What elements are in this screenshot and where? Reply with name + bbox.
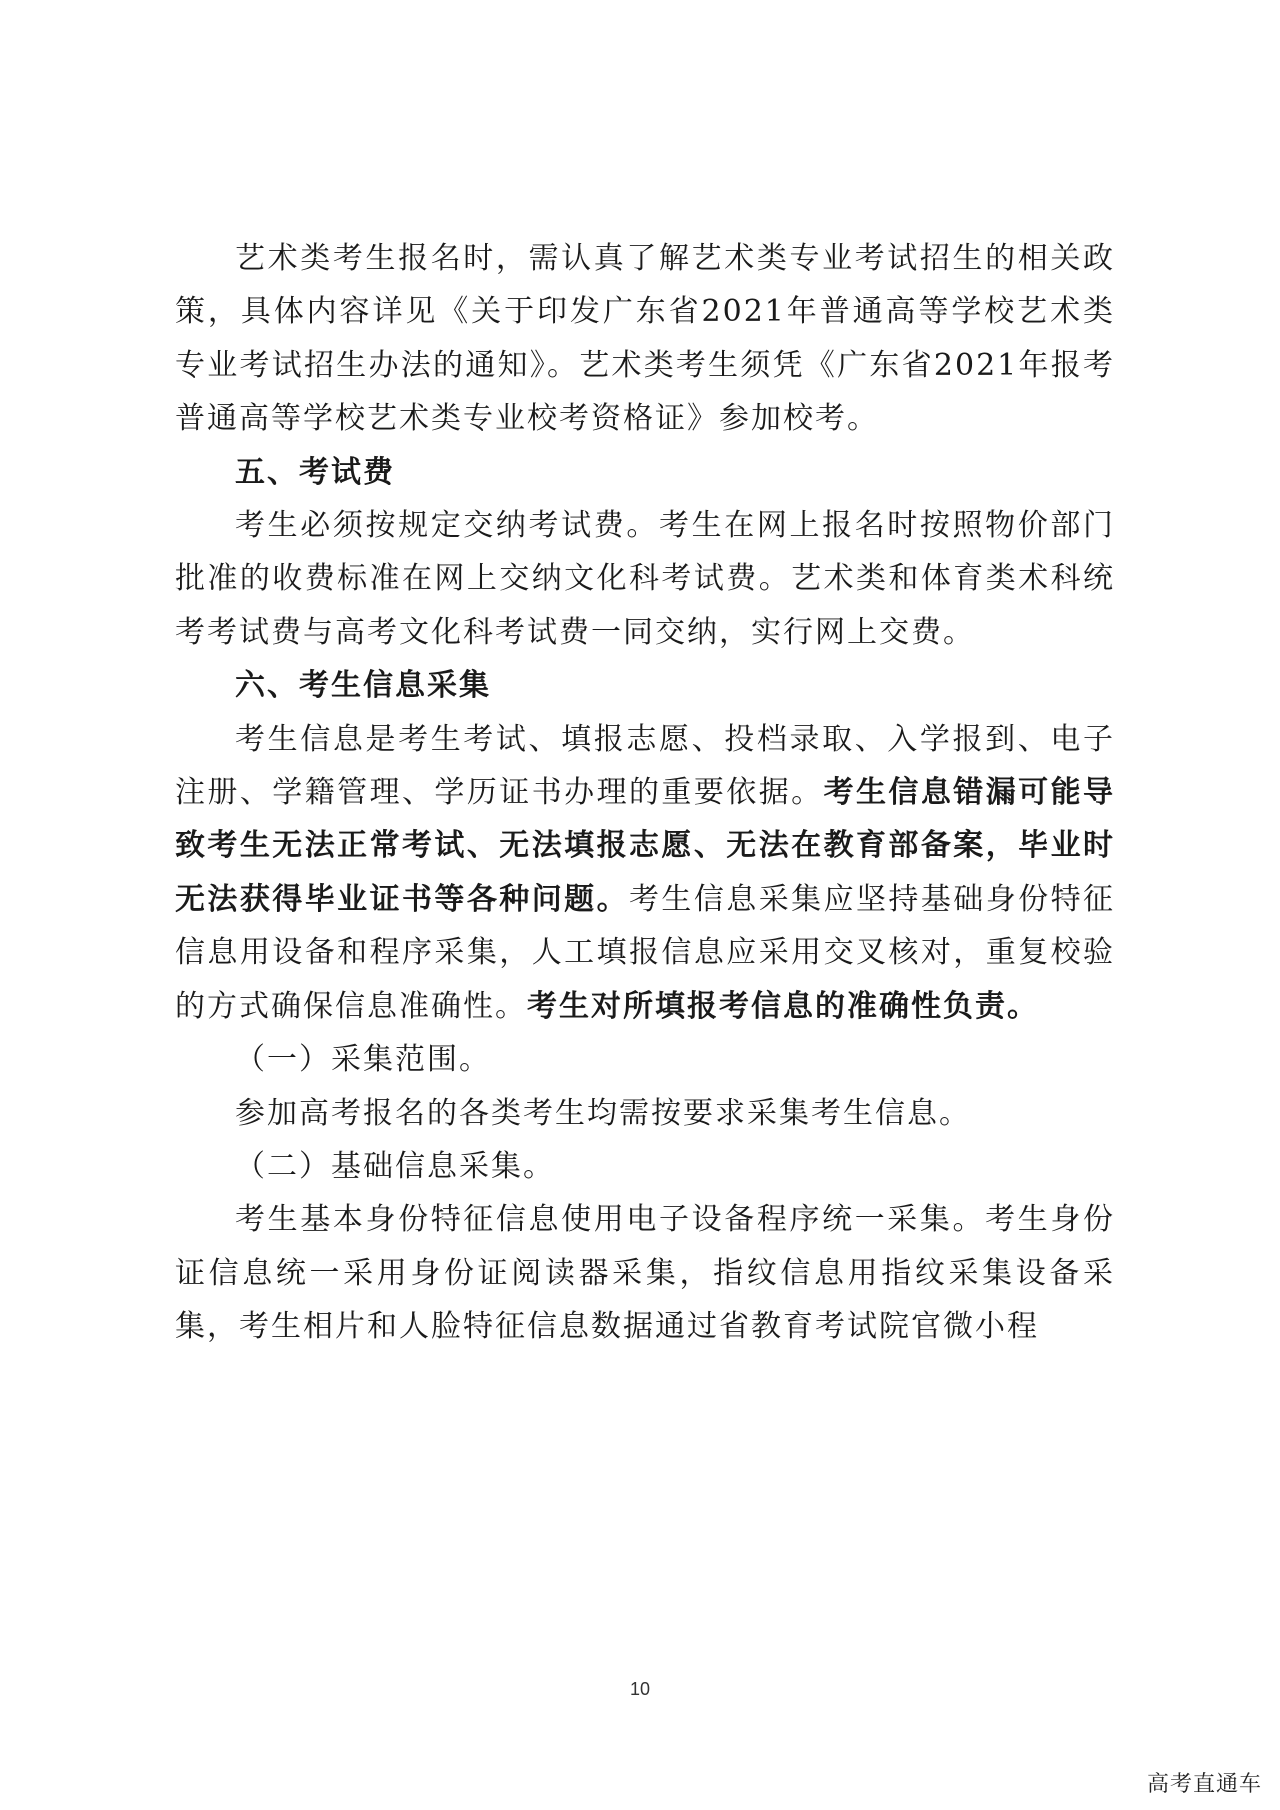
info-collection-method: 考生信息采集应坚持基础身份特征信息用设备和程序采集，人工填报信息应采用交叉核对，重复校验的方式确保信息准确性。	[175, 881, 1115, 1024]
paragraph-exam-fee: 考生必须按规定交纳考试费。考生在网上报名时按照物价部门批准的收费标准在网上交纳文化科考试费。艺术类和体育类术科统考考试费与高考文化科考试费一同交纳，实行网上交费。	[175, 508, 1115, 650]
watermark-logo: 高考直通车	[1146, 1772, 1262, 1797]
info-importance-text: 考生信息是考生考试、填报志愿、投档录取、入学报到、电子注册、学籍管理、学历证书办理的重要依据。	[175, 721, 1115, 811]
subheading-scope: （一）采集范围。	[235, 1042, 491, 1078]
heading-exam-fee: 五、考试费	[235, 454, 395, 490]
paragraph-basic-info: 考生基本身份特征信息使用电子设备程序统一采集。考生身份证信息统一采用身份证阅读器采集，指纹信息用指纹采集设备采集，考生相片和人脸特征信息数据通过省教育考试院官微小程	[175, 1202, 1115, 1345]
paragraph-scope: 参加高考报名的各类考生均需按要求采集考生信息。	[235, 1095, 971, 1131]
paragraph-info-collection	[175, 713, 1115, 1033]
document-body	[175, 232, 1115, 1354]
info-error-warning: 考生信息错漏可能导致考生无法正常考试、无法填报志愿、无法在教育部备案，毕业时无法获得毕业证书等各种问题。	[175, 775, 1116, 917]
heading-info-collection: 六、考生信息采集	[235, 668, 491, 704]
paragraph-art-students: 艺术类考生报名时，需认真了解艺术类专业考试招生的相关政策，具体内容详见《关于印发广东省2021年普通高等学校艺术类专业考试招生办法的通知》。艺术类考生须凭《广东省2021年报考普通高等学校艺术类专业校考资格证》参加校考。	[175, 241, 1115, 437]
subheading-basic-info: （二）基础信息采集。	[235, 1148, 555, 1184]
info-responsibility: 考生对所填报考信息的准确性负责。	[527, 988, 1039, 1024]
page-number: 10	[629, 1679, 651, 1699]
